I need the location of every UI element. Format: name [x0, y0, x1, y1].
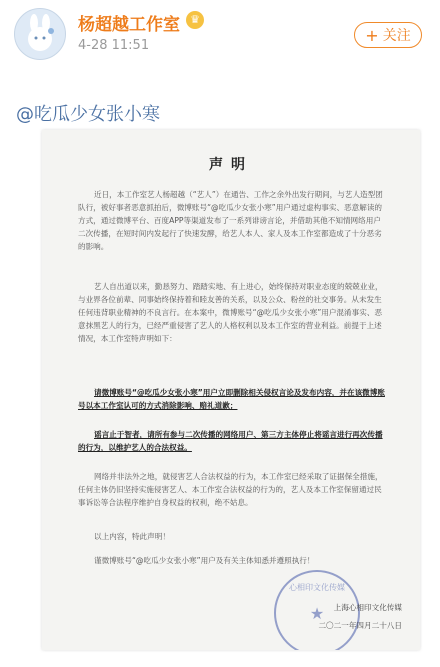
mention-link[interactable]: @吃瓜少女张小寒: [16, 104, 160, 125]
follow-label: 关注: [382, 28, 411, 44]
statement-paragraph-2: 艺人自出道以来，勤恳努力、踏踏实地、有上进心，始终保持对职业态度的兢兢业业，与业界各位前辈、同事始终保持着和睦友善的关系，以及公众、粉丝的社交事务。从未发生任何违背职业精神的不良言行。在本案中，微博账号“@吃瓜少女张小寒”用户混淆事实、恶意抹黑艺人的行为，已经严重侵害了艺人的人格权利以及本工作室的营业利益。前提于上述情况，本工作室特声明如下：: [78, 282, 383, 343]
statement-paragraph-6: 以上内容，特此声明！: [94, 532, 170, 541]
signature-organization: 上海心相印文化传媒: [333, 603, 402, 612]
avatar[interactable]: [14, 8, 66, 60]
statement-paragraph-7: 谨微博账号“@吃瓜少女张小寒”用户及有关主体知悉并遵照执行！: [94, 556, 315, 565]
avatar-rabbit-icon: [15, 9, 65, 59]
statement-image[interactable]: [42, 130, 420, 650]
seal-star-icon: ★: [309, 604, 325, 623]
seal-text: 心相印文化传媒: [289, 583, 345, 592]
signature-date: 二〇二一年四月二十八日: [318, 621, 402, 630]
statement-paragraph-5: 网络并非法外之地，就侵害艺人合法权益的行为，本工作室已经采取了证据保全措施，任何主体仍旧坚持实施侵害艺人、本工作室合法权益的行为的，艺人及本工作室保留通过民事诉讼等合法程序维护自身权益的权利，绝不姑息。: [78, 472, 383, 507]
statement-paragraph-4: 谣言止于智者，请所有参与二次传播的网络用户、第三方主体停止将谣言进行再次传播的行为，以维护艺人的合法权益。: [78, 430, 383, 452]
statement-title: 声明: [209, 157, 253, 173]
plus-icon: +: [365, 25, 379, 45]
follow-button[interactable]: [354, 22, 422, 48]
statement-paragraph-3: 请微博账号“@吃瓜少女张小寒”用户立即删除相关侵权言论及发布内容，并在该微博账号以本工作室认可的方式消除影响、赔礼道歉；: [78, 388, 385, 410]
verified-crown-icon: ♛: [186, 11, 204, 29]
post-header: [0, 0, 440, 68]
author-name[interactable]: 杨超越工作室: [78, 15, 180, 35]
statement-paragraph-1: 近日，本工作室艺人杨超越（“艺人”）在通告、工作之余外出发行期间，与艺人造型团队行，被好事者恶意抓拍后，微博账号“@吃瓜少女张小寒”用户通过虚构事实、恶意解读的方式，通过微博平台、百度APP等渠道发布了一系列诽谤言论，并借助其他不知情网络用户二次传播，在短时间内发起行了快速发酵，给艺人本人、家人及本工作室都造成了十分恶劣的影响。: [78, 190, 383, 251]
post-timestamp: 4-28 11:51: [78, 38, 150, 53]
